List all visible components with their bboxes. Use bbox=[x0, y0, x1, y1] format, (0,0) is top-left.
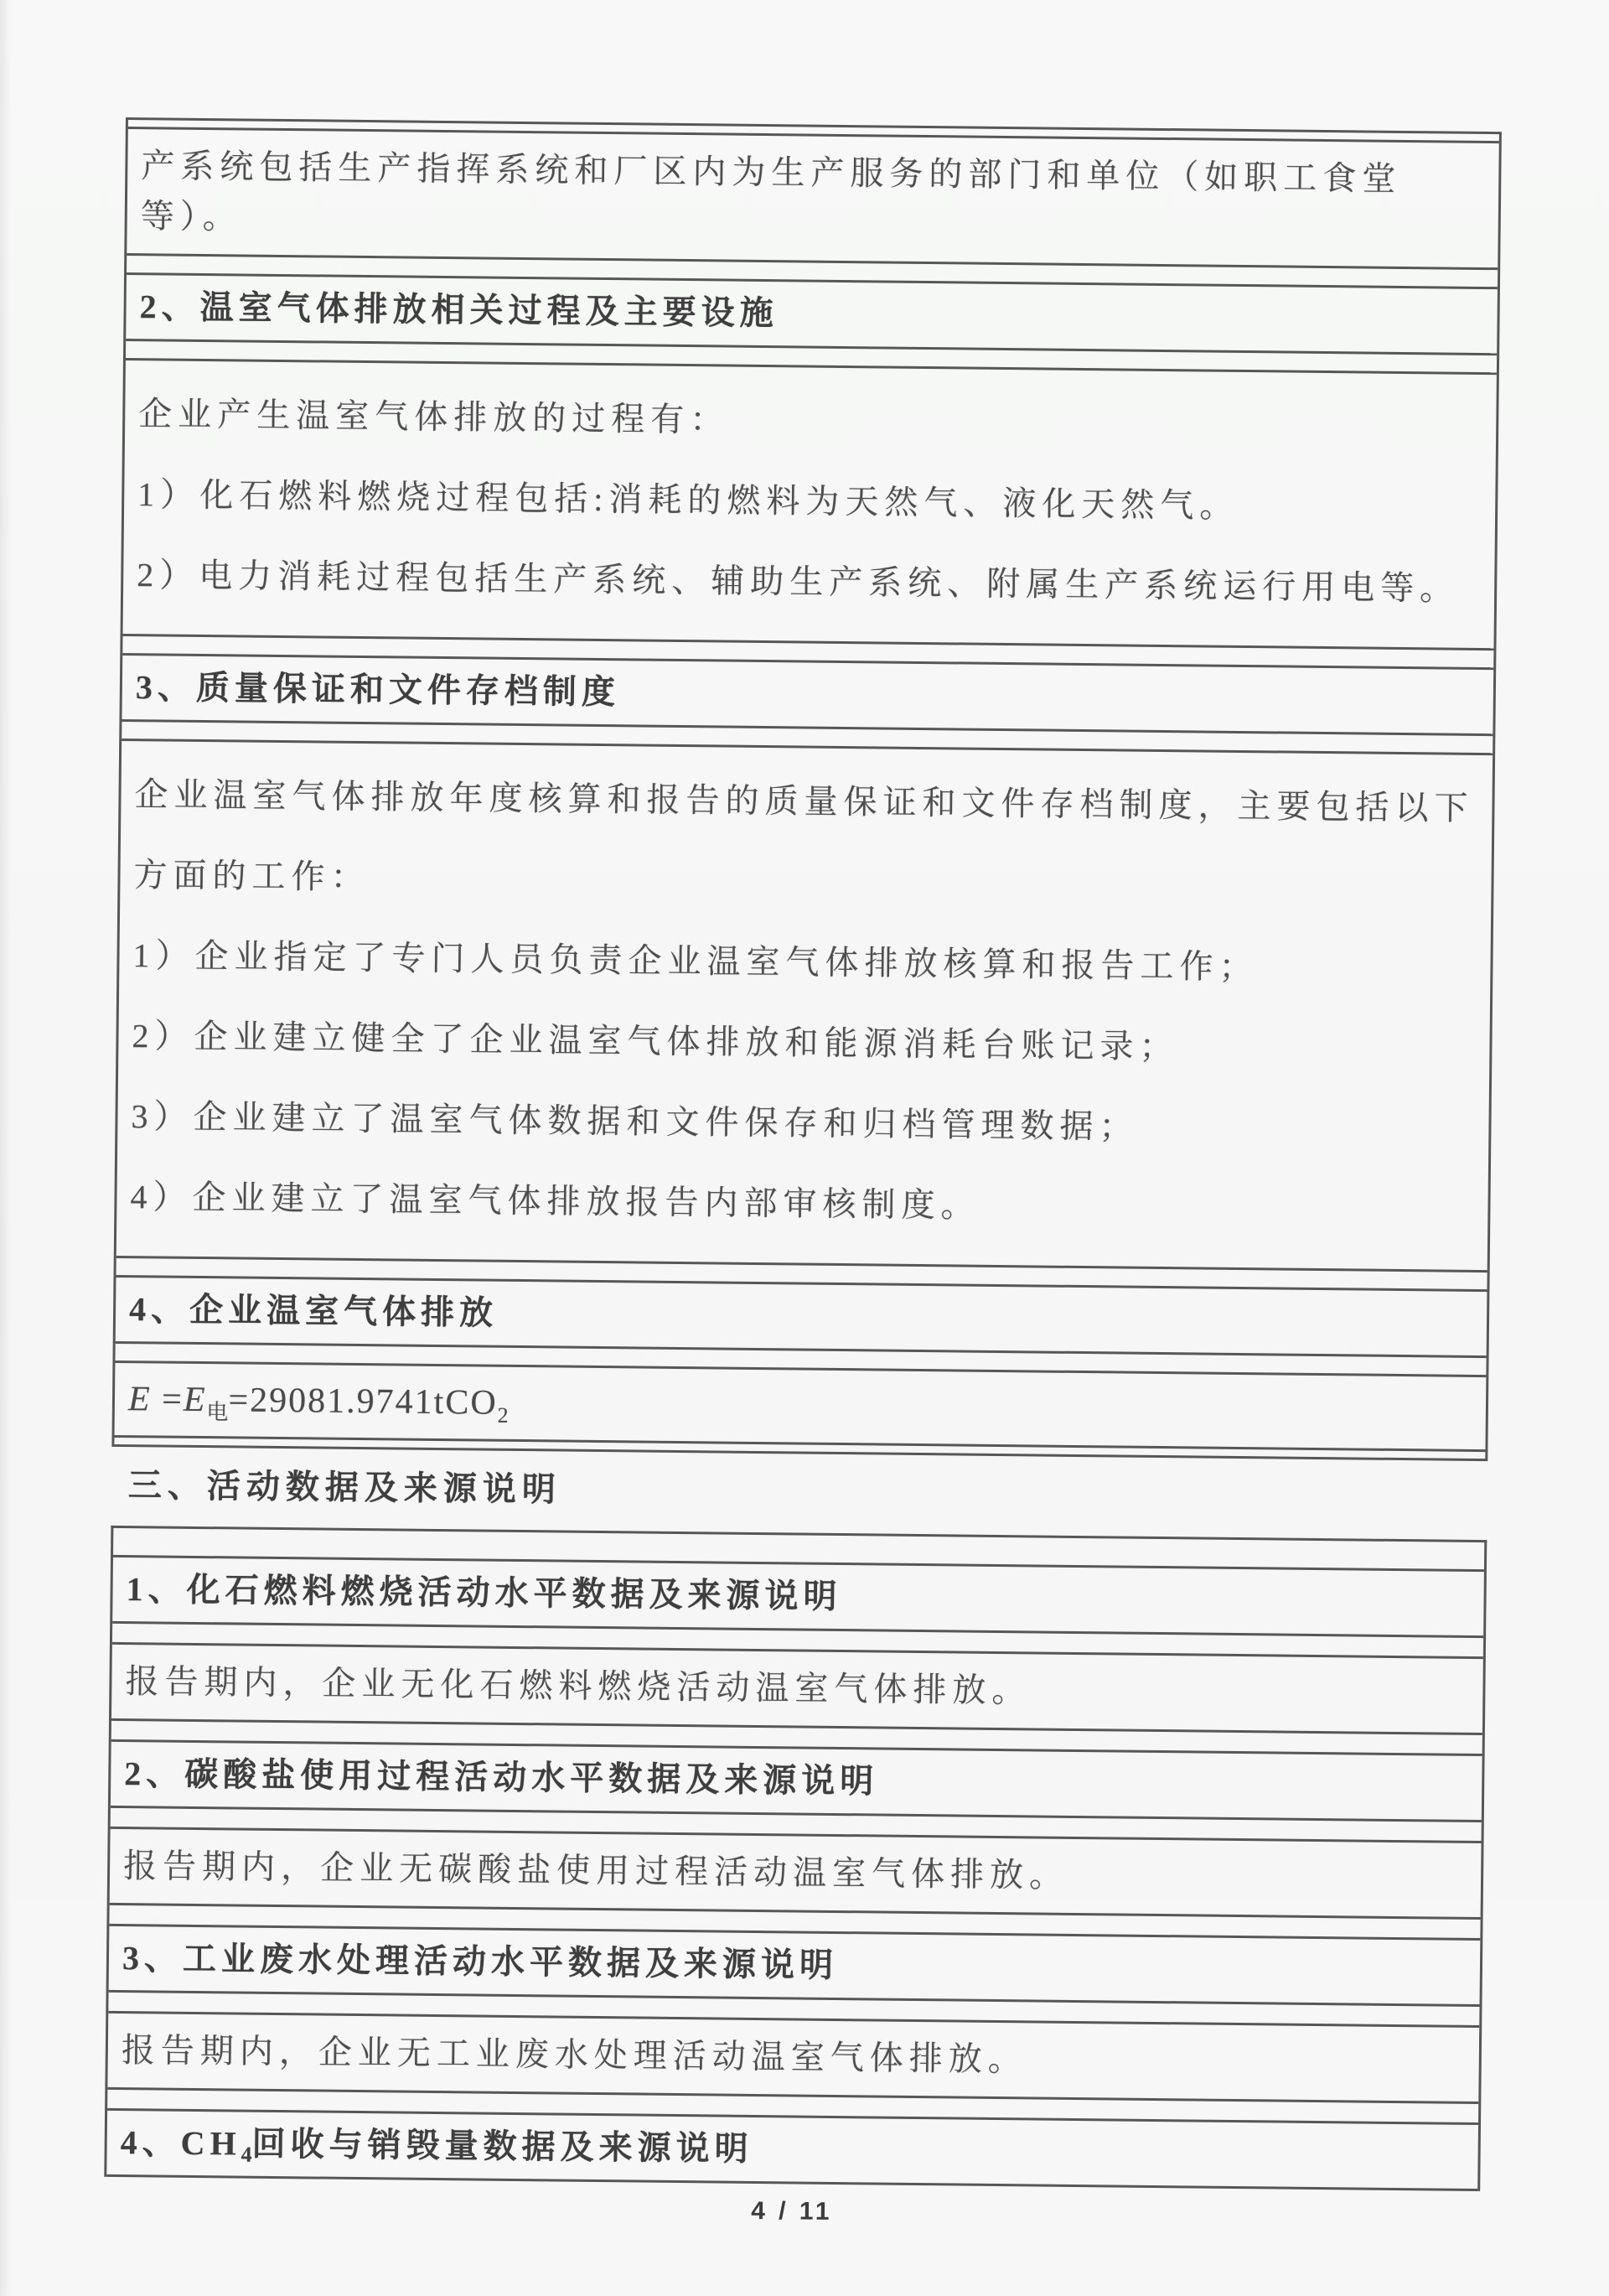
section-3-body-row bbox=[116, 739, 1493, 1272]
scanned-page bbox=[104, 117, 1502, 2233]
activity-row-2-body bbox=[110, 1827, 1482, 1920]
ch4-header-prefix: 4、CH bbox=[120, 2123, 241, 2163]
continuation-text-row bbox=[127, 127, 1499, 270]
activity-row-4-header bbox=[106, 2108, 1478, 2191]
section-3-paragraph: 企业温室气体排放年度核算和报告的质量保证和文件存档制度，主要包括以下方面的工作： bbox=[133, 775, 1474, 897]
formula-subscript-2: 2 bbox=[497, 1402, 509, 1428]
page-number-indicator: 4 / 11 bbox=[751, 2196, 833, 2226]
activity-row-2-header bbox=[111, 1739, 1482, 1822]
activity-body-wastewater: 报告期内，企业无工业废水处理活动温室气体排放。 bbox=[121, 2031, 1028, 2079]
section-3-header: 3、质量保证和文件存档制度 bbox=[135, 668, 621, 712]
activity-row-3-header bbox=[109, 1924, 1481, 2007]
section-3-paragraph: 4）企业建立了温室气体排放报告内部审核制度。 bbox=[130, 1178, 980, 1225]
section-heading-activity-data: 三、活动数据及来源说明 bbox=[127, 1466, 562, 1509]
section-3-paragraph: 1）企业指定了专门人员负责企业温室气体排放核算和报告工作； bbox=[132, 936, 1259, 987]
section-3-paragraph: 2）企业建立健全了企业温室气体排放和能源消耗台账记录； bbox=[132, 1017, 1179, 1066]
section-4-header: 4、企业温室气体排放 bbox=[128, 1290, 499, 1332]
formula-variable-E: E bbox=[127, 1380, 152, 1419]
section-2-header: 2、温室气体排放相关过程及主要设施 bbox=[139, 288, 779, 333]
section-2-paragraph: 2）电力消耗过程包括生产系统、辅助生产系统、附属生产系统运行用电等。 bbox=[137, 556, 1460, 608]
section-3-header-row bbox=[122, 653, 1493, 736]
formula-subscript-electricity: 电 bbox=[206, 1400, 229, 1425]
section-2-body-row bbox=[123, 358, 1497, 650]
activity-row-1-body bbox=[111, 1642, 1483, 1735]
activity-header-ch4-recovery bbox=[120, 2119, 1464, 2180]
activity-row-3-body bbox=[107, 2011, 1479, 2104]
report-table-main bbox=[111, 117, 1502, 1461]
activity-body-carbonate: 报告期内，企业无碳酸盐使用过程活动温室气体排放。 bbox=[122, 1847, 1069, 1894]
ch4-subscript: 4 bbox=[241, 2142, 252, 2167]
section-2-paragraph: 1）化石燃料燃烧过程包括:消耗的燃料为天然气、液化天然气。 bbox=[137, 475, 1239, 525]
formula-value: =29081.9741tCO bbox=[228, 1381, 498, 1423]
activity-row-1-header bbox=[112, 1555, 1484, 1638]
section-3-paragraph: 3）企业建立了温室气体数据和文件保存和归档管理数据； bbox=[131, 1097, 1139, 1146]
emission-formula bbox=[128, 1375, 1473, 1438]
formula-equals: = bbox=[151, 1380, 184, 1419]
section-2-header-row bbox=[126, 272, 1498, 355]
formula-variable-E-electricity: E bbox=[183, 1380, 207, 1420]
activity-body-fossil-fuel: 报告期内，企业无化石燃料燃烧活动温室气体排放。 bbox=[125, 1662, 1032, 1710]
section-2-paragraph: 企业产生温室气体排放的过程有： bbox=[138, 395, 730, 439]
ch4-header-suffix: 回收与销毁量数据及来源说明 bbox=[251, 2124, 753, 2168]
activity-header-fossil-fuel: 1、化石燃料燃烧活动水平数据及来源说明 bbox=[126, 1570, 842, 1616]
section-4-header-row bbox=[116, 1275, 1487, 1358]
emission-formula-row bbox=[115, 1360, 1487, 1452]
activity-header-wastewater: 3、工业废水处理活动水平数据及来源说明 bbox=[122, 1939, 839, 1985]
activity-header-carbonate: 2、碳酸盐使用过程活动水平数据及来源说明 bbox=[124, 1754, 879, 1801]
report-table-activity-data bbox=[104, 1526, 1487, 2191]
continuation-text: 产系统包括生产指挥系统和厂区内为生产服务的部门和单位（如职工食堂等）。 bbox=[140, 147, 1402, 236]
